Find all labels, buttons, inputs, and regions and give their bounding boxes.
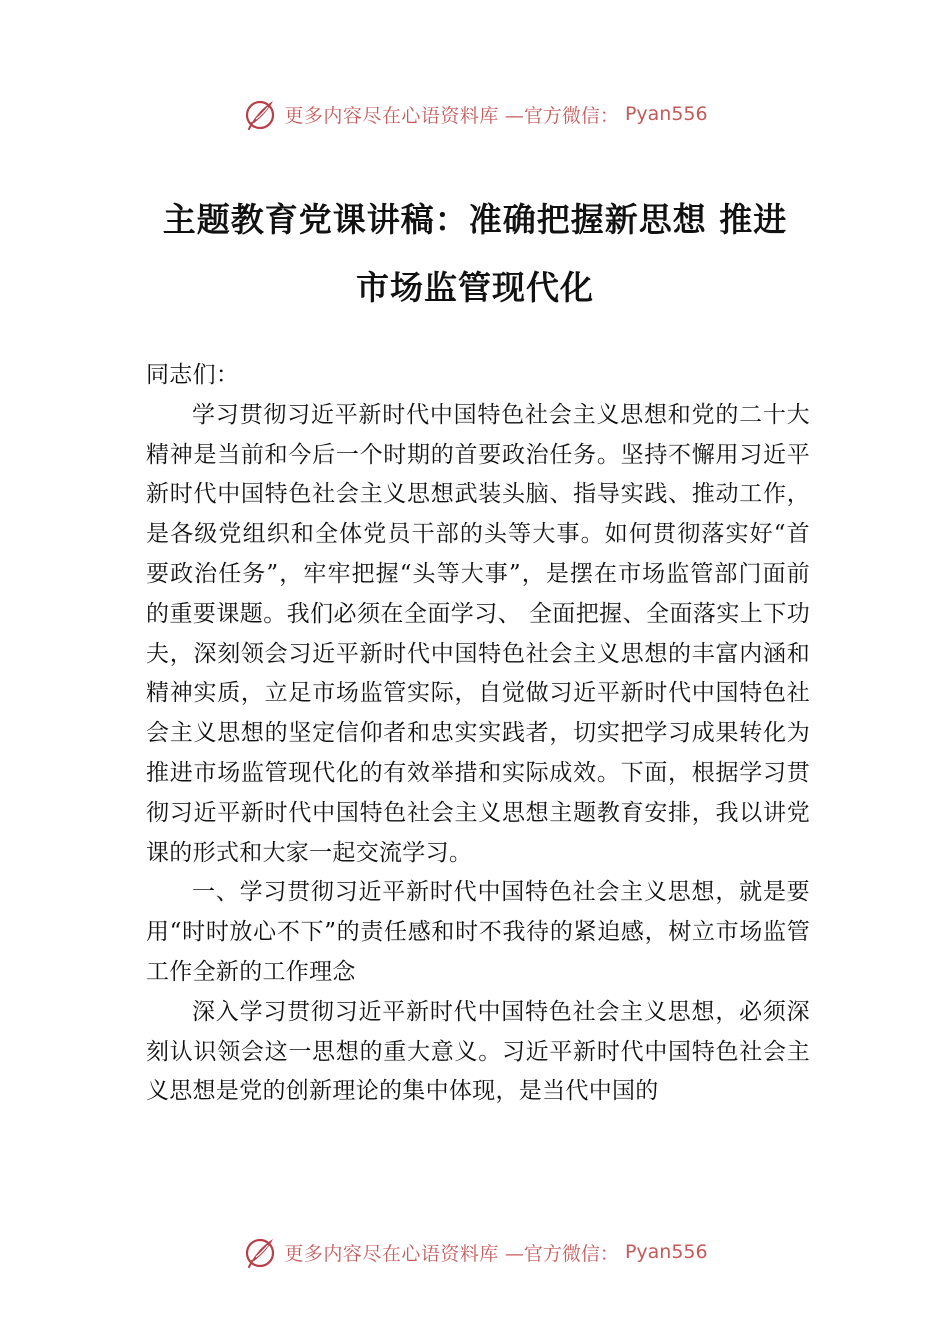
watermark-separator: —官方微信：: [504, 1242, 619, 1265]
body-paragraph: 学习贯彻习近平新时代中国特色社会主义思想和党的二十大精神是当前和今后一个时期的首要政治任务。坚持不懈用习近平新时代中国特色社会主义思想武装头脑、指导实践、推动工作，是各级党组织和全体党员干部的头等大事。如何贯彻落实好“首要政治任务”，牢牢把握“头等大事”，是摆在市场监管部门面前的重要课题。我们必须在全面学习、 全面把握、全面落实上下功夫，深刻领会习近平新时代中国特色社会主义思想的丰富内涵和精神实质，立足市场监管实际，自觉做习近平新时代中国特色社会主义思想的坚定信仰者和忠实实践者，切实把学习成果转化为推进市场监管现代化的有效举措和实际成效。下面，根据学习贯彻习近平新时代中国特色社会主义思想主题教育安排，我以讲党课的形式和大家一起交流学习。: [146, 401, 810, 866]
watermark-separator: —官方微信：: [504, 104, 619, 127]
quill-pen-logo-icon: [242, 96, 278, 132]
body-paragraph: 深入学习贯彻习近平新时代中国特色社会主义思想，必须深刻认识领会这一思想的重大意义。习近平新时代中国特色社会主义思想是党的创新理论的集中体现，是当代中国的: [146, 998, 810, 1105]
watermark-contact: Pyan556: [624, 1241, 708, 1263]
watermark-text: 更多内容尽在心语资料库: [284, 1242, 499, 1265]
salutation: 同志们：: [146, 362, 240, 388]
document-body: [146, 356, 810, 1112]
title-line-1: 主题教育党课讲稿：准确把握新思想 推进: [162, 200, 788, 239]
watermark-text: 更多内容尽在心语资料库: [284, 104, 499, 127]
title-line-2: 市场监管现代化: [356, 268, 594, 307]
watermark-contact: Pyan556: [624, 103, 708, 125]
watermark-footer: [0, 1232, 950, 1272]
watermark-header: [0, 94, 950, 134]
section-heading: 一、学习贯彻习近平新时代中国特色社会主义思想，就是要用“时时放心不下”的责任感和时不我待的紧迫感，树立市场监管工作全新的工作理念: [146, 879, 810, 985]
quill-pen-logo-icon: [242, 1234, 278, 1270]
document-title: [120, 186, 830, 322]
